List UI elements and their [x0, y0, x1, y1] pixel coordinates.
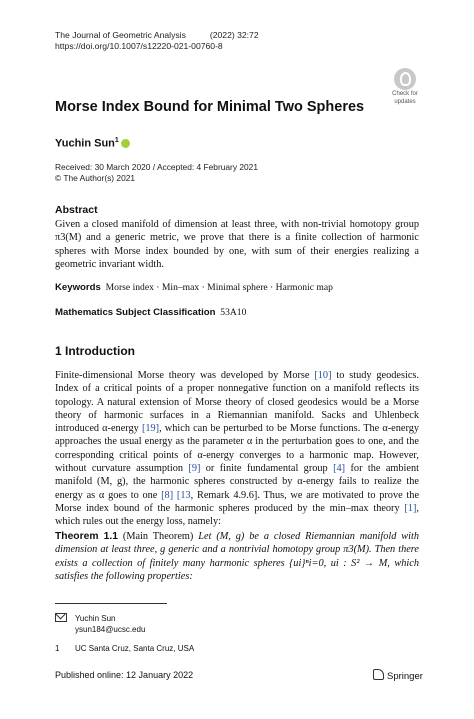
citation-link[interactable]: [8]	[161, 489, 174, 501]
check-for-updates-badge[interactable]	[388, 68, 422, 105]
footnote-rule	[55, 603, 167, 604]
citation-link[interactable]: [10]	[314, 370, 332, 381]
msc	[55, 307, 419, 318]
dates-block	[55, 162, 258, 183]
affiliation-footnote	[55, 644, 194, 653]
paper-title: Morse Index Bound for Minimal Two Spheres	[55, 99, 365, 115]
abstract-text: Given a closed manifold of dimension at least three, with non-trivial homotopy group π3(M) and a generic metric, we prove that there is a finite collection of harmonic spheres with Morse index bounded by one, with sum of their energies realizing a geometric invariant width.	[55, 219, 419, 270]
paragraph-text: , Remark 4.9.6]. Thus, we are motivated to prove the Morse index bound of the harmonic spheres produced by the min–max theory	[55, 489, 420, 514]
section-heading: 1 Introduction	[55, 344, 135, 358]
theorem-statement: Let (M, g) be a closed Riemannian manifold with dimension at least three, g generic and a nontrivial homotopy group π3(M). Then there exists a collection of finitely many harmonic spheres {ui}ⁿi=0, ui : S² → M, which satisfies the following properties:	[55, 531, 419, 582]
contact-name: Yuchin Sun	[75, 614, 116, 623]
orcid-icon[interactable]	[121, 139, 130, 148]
springer-horse-icon	[373, 669, 384, 680]
paragraph-text: Finite-dimensional Morse theory was developed by Morse	[55, 370, 315, 381]
publisher-name: Springer	[387, 671, 423, 682]
citation-link[interactable]: [13	[176, 489, 191, 501]
paragraph-text: , which rules out the energy loss, namely:	[55, 502, 419, 528]
keywords	[55, 282, 419, 293]
author-affil-mark: 1	[114, 137, 119, 144]
paragraph-text: to study geodesics. Index of a critical points of a proper nonnegative function on a manifold reflects its topology. A natural extension of Morse theory of closed geodesics would be a Morse theory of harmonic surfaces in a Riemannian manifold. Sacks and Uhlenbeck introduced α-energy	[55, 370, 419, 435]
publisher-logo	[373, 669, 423, 682]
author	[55, 137, 130, 150]
contact-footnote	[55, 613, 145, 635]
badge-line2: updates	[394, 98, 416, 105]
affil-number: 1	[55, 644, 60, 653]
keywords-text: Morse index · Min–max · Minimal sphere · Harmonic map	[105, 282, 333, 293]
journal-volume: (2022) 32:72	[209, 30, 259, 40]
copyright: © The Author(s) 2021	[55, 172, 136, 183]
badge-line1: Check for	[392, 91, 418, 97]
paragraph-text: or finite fundamental group	[200, 463, 334, 475]
contact-email[interactable]: ysun184@ucsc.edu	[75, 625, 146, 634]
citation-link[interactable]: [1]	[404, 502, 417, 514]
published-online: Published online: 12 January 2022	[55, 670, 194, 680]
citation-link[interactable]: [9]	[188, 463, 201, 475]
msc-label: Mathematics Subject Classification	[55, 307, 216, 318]
citation-link[interactable]: [19]	[141, 423, 160, 435]
theorem	[55, 530, 419, 583]
msc-text: 53A10	[220, 307, 247, 318]
doi-link[interactable]: https://doi.org/10.1007/s12220-021-00760-8	[55, 41, 223, 51]
intro-paragraph	[55, 369, 419, 529]
theorem-label: Theorem 1.1	[55, 531, 118, 542]
keywords-label: Keywords	[55, 282, 101, 293]
citation-link[interactable]: [4]	[333, 463, 346, 475]
email-icon	[55, 613, 67, 622]
author-name: Yuchin Sun	[55, 137, 115, 150]
journal-header	[55, 30, 259, 52]
abstract-heading: Abstract	[55, 204, 98, 216]
paragraph-text: , which can be perturbed to be Morse functions. The α-energy approaches the usual energy as the parameter α in the perturbation goes to one, and the corresponding critical points of α-energy converges to a harmonic map. However, without curvature assumption	[55, 423, 419, 475]
paragraph-text: for the ambient manifold (M, g), the harmonic spheres constructed by α-energy fails to realize the energy as α goes to one	[55, 463, 419, 501]
received-accepted: Received: 30 March 2020 / Accepted: 4 February 2021	[55, 162, 258, 172]
theorem-attribution: (Main Theorem)	[122, 531, 194, 542]
bookmark-icon	[394, 68, 416, 90]
journal-name: The Journal of Geometric Analysis	[55, 30, 186, 40]
affil-text: UC Santa Cruz, Santa Cruz, USA	[75, 644, 195, 653]
